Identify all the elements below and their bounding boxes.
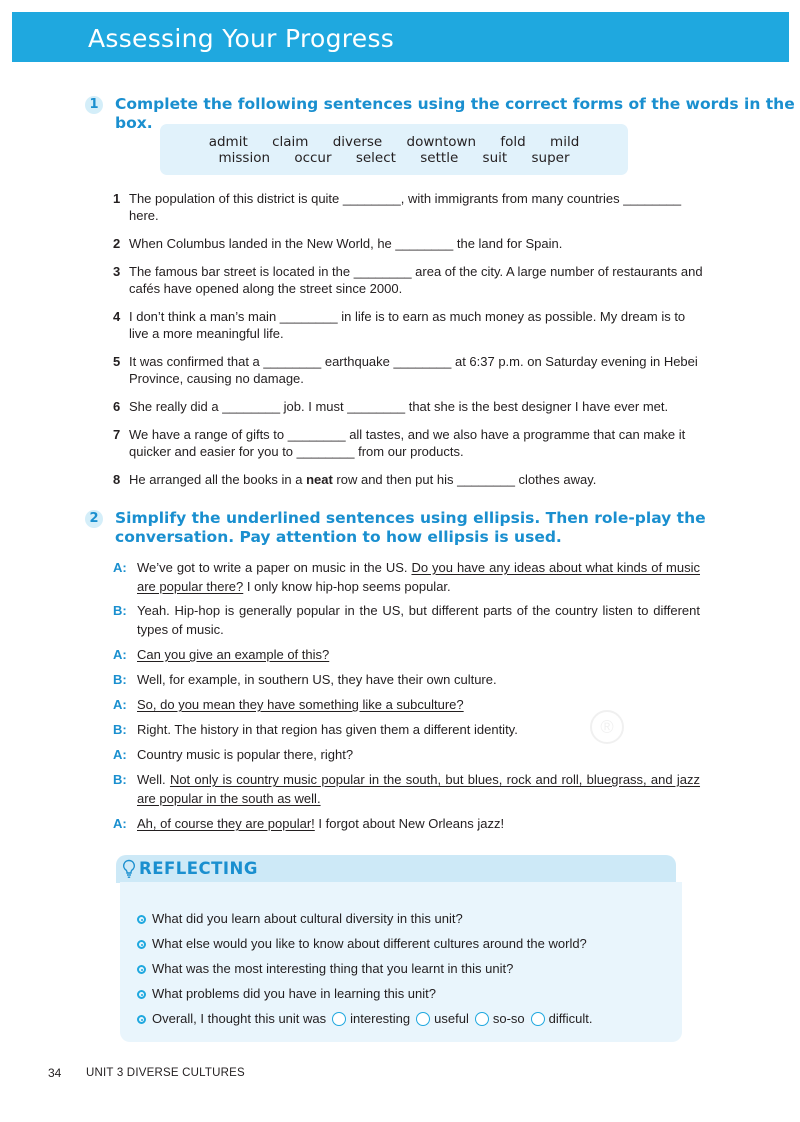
reflecting-question: [137, 985, 436, 1002]
word-box-word: claim: [272, 134, 309, 150]
dialogue-text: Well, for example, in southern US, they have their own culture.: [137, 672, 497, 687]
word-box: [160, 124, 628, 175]
dialogue-text: Country music is popular there, right?: [137, 747, 354, 762]
word-box-word: settle: [420, 150, 459, 166]
overall-prefix: Overall, I thought this unit was: [152, 1011, 327, 1026]
bullet-icon: [137, 915, 146, 924]
speaker-label: A:: [113, 816, 127, 831]
underlined-sentence: So, do you mean they have something like a subculture?: [137, 697, 464, 712]
question-number: 2: [113, 236, 121, 251]
underlined-sentence: Do you have any ideas about what kinds of music are popular there?: [137, 560, 700, 594]
question-number: 5: [113, 354, 121, 369]
question-number: 1: [113, 191, 121, 206]
unit-label: UNIT 3 DIVERSE CULTURES: [86, 1067, 245, 1079]
bold-word: neat: [306, 472, 333, 487]
dialogue-text: Well.: [137, 772, 170, 787]
dialogue-line: [137, 558, 700, 596]
question-text: It was confirmed that a ________ earthquake ________ at 6:37 p.m. on Saturday evening in Hebei Province, causing no damage.: [129, 354, 698, 386]
question-text: She really did a ________ job. I must ________ that she is the best designer I have ever met.: [129, 399, 669, 414]
reflecting-question-text: What did you learn about cultural diversity in this unit?: [152, 911, 463, 926]
option-circle-difficult[interactable]: [531, 1012, 545, 1026]
dialogue-line: [137, 745, 700, 764]
word-box-word: occur: [294, 150, 332, 166]
dialogue-text: We’ve got to write a paper on music in the US.: [137, 560, 412, 575]
reflecting-question-text: What else would you like to know about different cultures around the world?: [152, 936, 587, 951]
task-2-instruction-line: Simplify the underlined sentences using ellipsis. Then role-play the: [115, 509, 706, 527]
question-text: [129, 471, 704, 488]
underlined-sentence: Not only is country music popular in the south, but blues, rock and roll, bluegrass, and jazz are popular in the south as well.: [137, 772, 701, 806]
option-label: useful: [434, 1011, 469, 1026]
word-box-word: diverse: [332, 134, 383, 150]
task-number-1: 1: [85, 96, 103, 114]
option-label: difficult.: [548, 1011, 593, 1026]
speaker-label: B:: [113, 772, 127, 787]
word-box-word: mission: [218, 150, 271, 166]
question-text: We have a range of gifts to ________ all tastes, and we also have a programme that can make it quicker and easier for you to ________ from our products.: [129, 427, 686, 459]
question-text-part: He arranged all the books in a: [129, 472, 307, 487]
dialogue-text: I only know hip-hop seems popular.: [243, 579, 451, 594]
underlined-sentence: Can you give an example of this?: [137, 647, 330, 662]
word-box-word: select: [355, 150, 396, 166]
registered-mark: ®: [590, 710, 624, 744]
option-circle-so-so[interactable]: [475, 1012, 489, 1026]
question-text-part: row and then put his ________ clothes away.: [332, 472, 597, 487]
word-box-word: super: [531, 150, 570, 166]
question-number: 8: [113, 472, 121, 487]
speaker-label: A:: [113, 647, 127, 662]
page-title: Assessing Your Progress: [88, 24, 395, 53]
reflecting-question: [137, 910, 463, 927]
reflecting-title: REFLECTING: [139, 859, 258, 878]
word-box-word: mild: [550, 134, 580, 150]
dialogue-line: [137, 670, 700, 689]
task-2-instruction-line: conversation. Pay attention to how ellipsis is used.: [115, 528, 562, 546]
watermark: [445, 700, 535, 784]
page-number: 34: [48, 1066, 62, 1080]
speaker-label: A:: [113, 697, 127, 712]
option-circle-interesting[interactable]: [332, 1012, 346, 1026]
speaker-label: B:: [113, 603, 127, 618]
bullet-icon: [137, 1015, 146, 1024]
speaker-label: B:: [113, 722, 127, 737]
task-2-instruction: [115, 509, 706, 547]
dialogue-text: Right. The history in that region has given them a different identity.: [137, 722, 518, 737]
reflecting-question: [137, 960, 513, 977]
dialogue-line: [137, 814, 700, 833]
word-box-word: downtown: [406, 134, 477, 150]
lightbulb-icon: [121, 859, 137, 879]
dialogue-line: [137, 770, 700, 808]
question-text: I don’t think a man’s main ________ in life is to earn as much money as possible. My dream is to live a more meaningful life.: [129, 309, 686, 341]
task-number-2: 2: [85, 510, 103, 528]
reflecting-overall: [137, 1010, 592, 1027]
task-1-instruction: Complete the following sentences using the correct forms of the words in the box.: [115, 95, 795, 132]
option-label: interesting: [350, 1011, 411, 1026]
reflecting-question-text: What was the most interesting thing that you learnt in this unit?: [152, 961, 514, 976]
question-text: The population of this district is quite ________, with immigrants from many countries ________ here.: [129, 191, 682, 223]
option-label: so-so: [492, 1011, 525, 1026]
question-number: 4: [113, 309, 121, 324]
dialogue-line: [137, 645, 700, 664]
question-text: The famous bar street is located in the ________ area of the city. A large number of restaurants and cafés have opened along the street since 2000.: [129, 264, 703, 296]
bullet-icon: [137, 990, 146, 999]
word-box-row-2: [160, 150, 628, 166]
dialogue-line: [137, 601, 700, 639]
dialogue-line: [137, 695, 700, 714]
word-box-word: fold: [500, 134, 526, 150]
option-circle-useful[interactable]: [416, 1012, 430, 1026]
reflecting-question-text: What problems did you have in learning this unit?: [152, 986, 436, 1001]
word-box-row-1: [160, 134, 628, 150]
question-number: 6: [113, 399, 121, 414]
bullet-icon: [137, 965, 146, 974]
dialogue-text: I forgot about New Orleans jazz!: [314, 816, 505, 831]
word-box-word: suit: [482, 150, 508, 166]
question-text: When Columbus landed in the New World, he ________ the land for Spain.: [129, 236, 563, 251]
speaker-label: A:: [113, 747, 127, 762]
reflecting-question: [137, 935, 587, 952]
speaker-label: A:: [113, 560, 127, 575]
underlined-sentence: Ah, of course they are popular!: [137, 816, 315, 831]
dialogue-text: Yeah. Hip-hop is generally popular in the US, but different parts of the country listen to different types of music.: [137, 603, 700, 637]
question-number: 7: [113, 427, 121, 442]
word-box-word: admit: [208, 134, 248, 150]
bullet-icon: [137, 940, 146, 949]
question-number: 3: [113, 264, 121, 279]
speaker-label: B:: [113, 672, 127, 687]
